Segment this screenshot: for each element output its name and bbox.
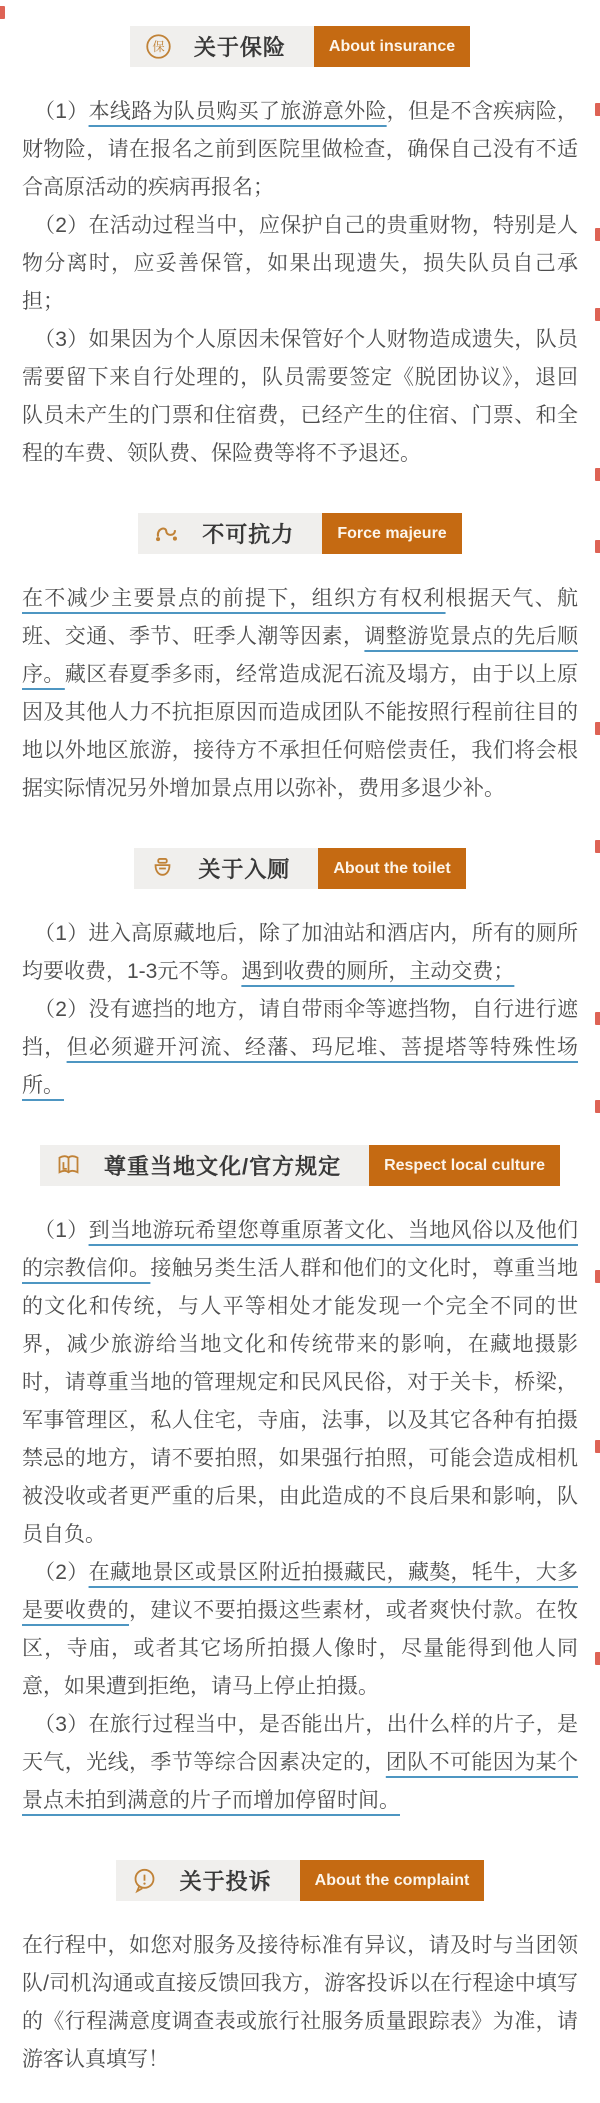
- text-run: （2）: [34, 1561, 89, 1584]
- section-badge-en: About the toilet: [318, 848, 465, 889]
- insurance-seal-icon: [145, 33, 172, 60]
- route-icon: [153, 520, 180, 547]
- section-title: 尊重当地文化/官方规定: [103, 1154, 342, 1179]
- section-content: [22, 915, 578, 1105]
- content-section: [0, 513, 600, 808]
- section-content: [22, 1927, 578, 2079]
- section-header-left: [116, 1860, 300, 1901]
- text-run: 根据天气、航班、交通、季节、旺季人潮等因素，: [22, 587, 579, 648]
- paragraph: [22, 915, 578, 991]
- paragraph: [22, 207, 578, 321]
- section-header: [0, 26, 600, 67]
- underlined-text: 调整游览景点的先后顺序。: [22, 625, 579, 686]
- edge-artifact: [595, 228, 600, 241]
- text-run: 在行程中，如您对服务及接待标准有异议，请及时与当团领队/司机沟通或直接反馈回我方，游客投诉以在行程途中填写的《行程满意度调查表或旅行社服务质量跟踪表》为准，请游客认真填写！: [22, 1934, 578, 2071]
- section-header: [0, 513, 600, 554]
- text-run: ，但是不含疾病险，财物险，请在报名之前到医院里做检查，确保自己没有不适合高原活动的疾病再报名；: [22, 100, 578, 199]
- underlined-text: 到当地游玩希望您尊重原著文化、当地风俗以及他们的宗教信仰。: [22, 1219, 578, 1280]
- paragraph: [22, 580, 578, 808]
- section-content: [22, 93, 578, 473]
- text-run: （3）在旅行过程当中，是否能出片，出什么样的片子，是天气，光线，季节等综合因素决定的，: [22, 1713, 578, 1774]
- edge-artifact: [0, 6, 5, 19]
- edge-artifact: [595, 308, 600, 321]
- section-content: [22, 1212, 578, 1820]
- text-run: （1）进入高原藏地后，除了加油站和酒店内，所有的厕所均要收费，1-3元不等。: [22, 922, 578, 983]
- section-title: 关于投诉: [179, 1869, 272, 1894]
- section-header-left: [40, 1145, 369, 1186]
- section-header: [0, 848, 600, 889]
- svg-text:保: 保: [152, 40, 165, 55]
- content-section: [0, 26, 600, 473]
- text-run: ，建议不要拍摄这些素材，或者爽快付款。在牧区，寺庙，或者其它场所拍摄人像时，尽量能得到他人同意，如果遭到拒绝，请马上停止拍摄。: [22, 1599, 578, 1698]
- content-section: [0, 1860, 600, 2079]
- text-run: （2）没有遮挡的地方，请自带雨伞等遮挡物，自行进行遮挡，: [22, 998, 578, 1059]
- underlined-text: 团队不可能因为某个景点未拍到满意的片子而增加停留时间。: [22, 1751, 579, 1812]
- section-title: 关于保险: [193, 35, 286, 60]
- text-run: （1）: [34, 1219, 89, 1242]
- content-section: [0, 848, 600, 1105]
- text-run: 藏区春夏季多雨，经常造成泥石流及塌方，由于以上原因及其他人力不抗拒原因而造成团队不能按照行程前往目的地以外地区旅游，接待方不承担任何赔偿责任，我们将会根据实际情况另外增加景点用以弥补，费用多退少补。: [22, 663, 579, 800]
- edge-artifact: [595, 722, 600, 735]
- complaint-bubble-icon: [131, 1867, 158, 1894]
- edge-artifact: [595, 1270, 600, 1283]
- text-run: （3）如果因为个人原因未保管好个人财物造成遗失，队员需要留下来自行处理的，队员需要签定《脱团协议》，退回队员未产生的门票和住宿费，已经产生的住宿、门票、和全程的车费、领队费、保险费等将不予退还。: [22, 328, 578, 465]
- edge-artifact: [595, 1440, 600, 1453]
- underlined-text: 在不减少主要景点的前提下，组织方有权利: [22, 587, 446, 610]
- section-title: 不可抗力: [202, 522, 295, 547]
- section-header-left: [138, 513, 322, 554]
- toilet-icon: [149, 855, 176, 882]
- section-header-left: [130, 26, 314, 67]
- section-header: [0, 1860, 600, 1901]
- text-run: 接触另类生活人群和他们的文化时，尊重当地的文化和传统，与人平等相处才能发现一个完全不同的世界，减少旅游给当地文化和传统带来的影响，在藏地摄影时，请尊重当地的管理规定和民风民俗，对于关卡，桥梁，军事管理区，私人住宅，寺庙，法事，以及其它各种有拍摄禁忌的地方，请不要拍照，如果强行拍照，可能会造成相机被没收或者更严重的后果，由此造成的不良后果和影响，队员自负。: [22, 1257, 579, 1546]
- paragraph: [22, 93, 578, 207]
- edge-artifact: [595, 540, 600, 553]
- section-badge-en: Force majeure: [322, 513, 461, 554]
- section-badge-en: About insurance: [314, 26, 470, 67]
- text-run: （2）在活动过程当中，应保护自己的贵重财物，特别是人物分离时，应妥善保管，如果出现遗失，损失队员自己承担；: [22, 214, 578, 313]
- underlined-text: 在藏地景区或景区附近拍摄藏民，藏獒，牦牛，大多是要收费的: [22, 1561, 578, 1622]
- edge-artifact: [595, 468, 600, 481]
- section-title: 关于入厕: [198, 857, 291, 882]
- paragraph: [22, 991, 578, 1105]
- edge-artifact: [595, 103, 600, 116]
- section-content: [22, 580, 578, 808]
- section-header: [0, 1145, 600, 1186]
- paragraph: [22, 1212, 578, 1554]
- underlined-text: 本线路为队员购买了旅游意外险: [88, 100, 387, 123]
- underlined-text: 遇到收费的厕所，主动交费；: [241, 960, 515, 983]
- section-badge-en: Respect local culture: [369, 1145, 560, 1186]
- section-badge-en: About the complaint: [300, 1860, 485, 1901]
- edge-artifact: [595, 840, 600, 853]
- edge-artifact: [595, 1100, 600, 1113]
- underlined-text: 但必须避开河流、经藩、玛尼堆、菩提塔等特殊性场所。: [22, 1036, 579, 1097]
- section-header-left: [134, 848, 318, 889]
- paragraph: [22, 1706, 578, 1820]
- content-section: [0, 1145, 600, 1820]
- rules-book-icon: [55, 1152, 82, 1179]
- paragraph: [22, 321, 578, 473]
- edge-artifact: [595, 1652, 600, 1665]
- paragraph: [22, 1554, 578, 1706]
- edge-artifact: [595, 1012, 600, 1025]
- paragraph: [22, 1927, 578, 2079]
- text-run: （1）: [34, 100, 89, 123]
- sections-container: [0, 26, 600, 2079]
